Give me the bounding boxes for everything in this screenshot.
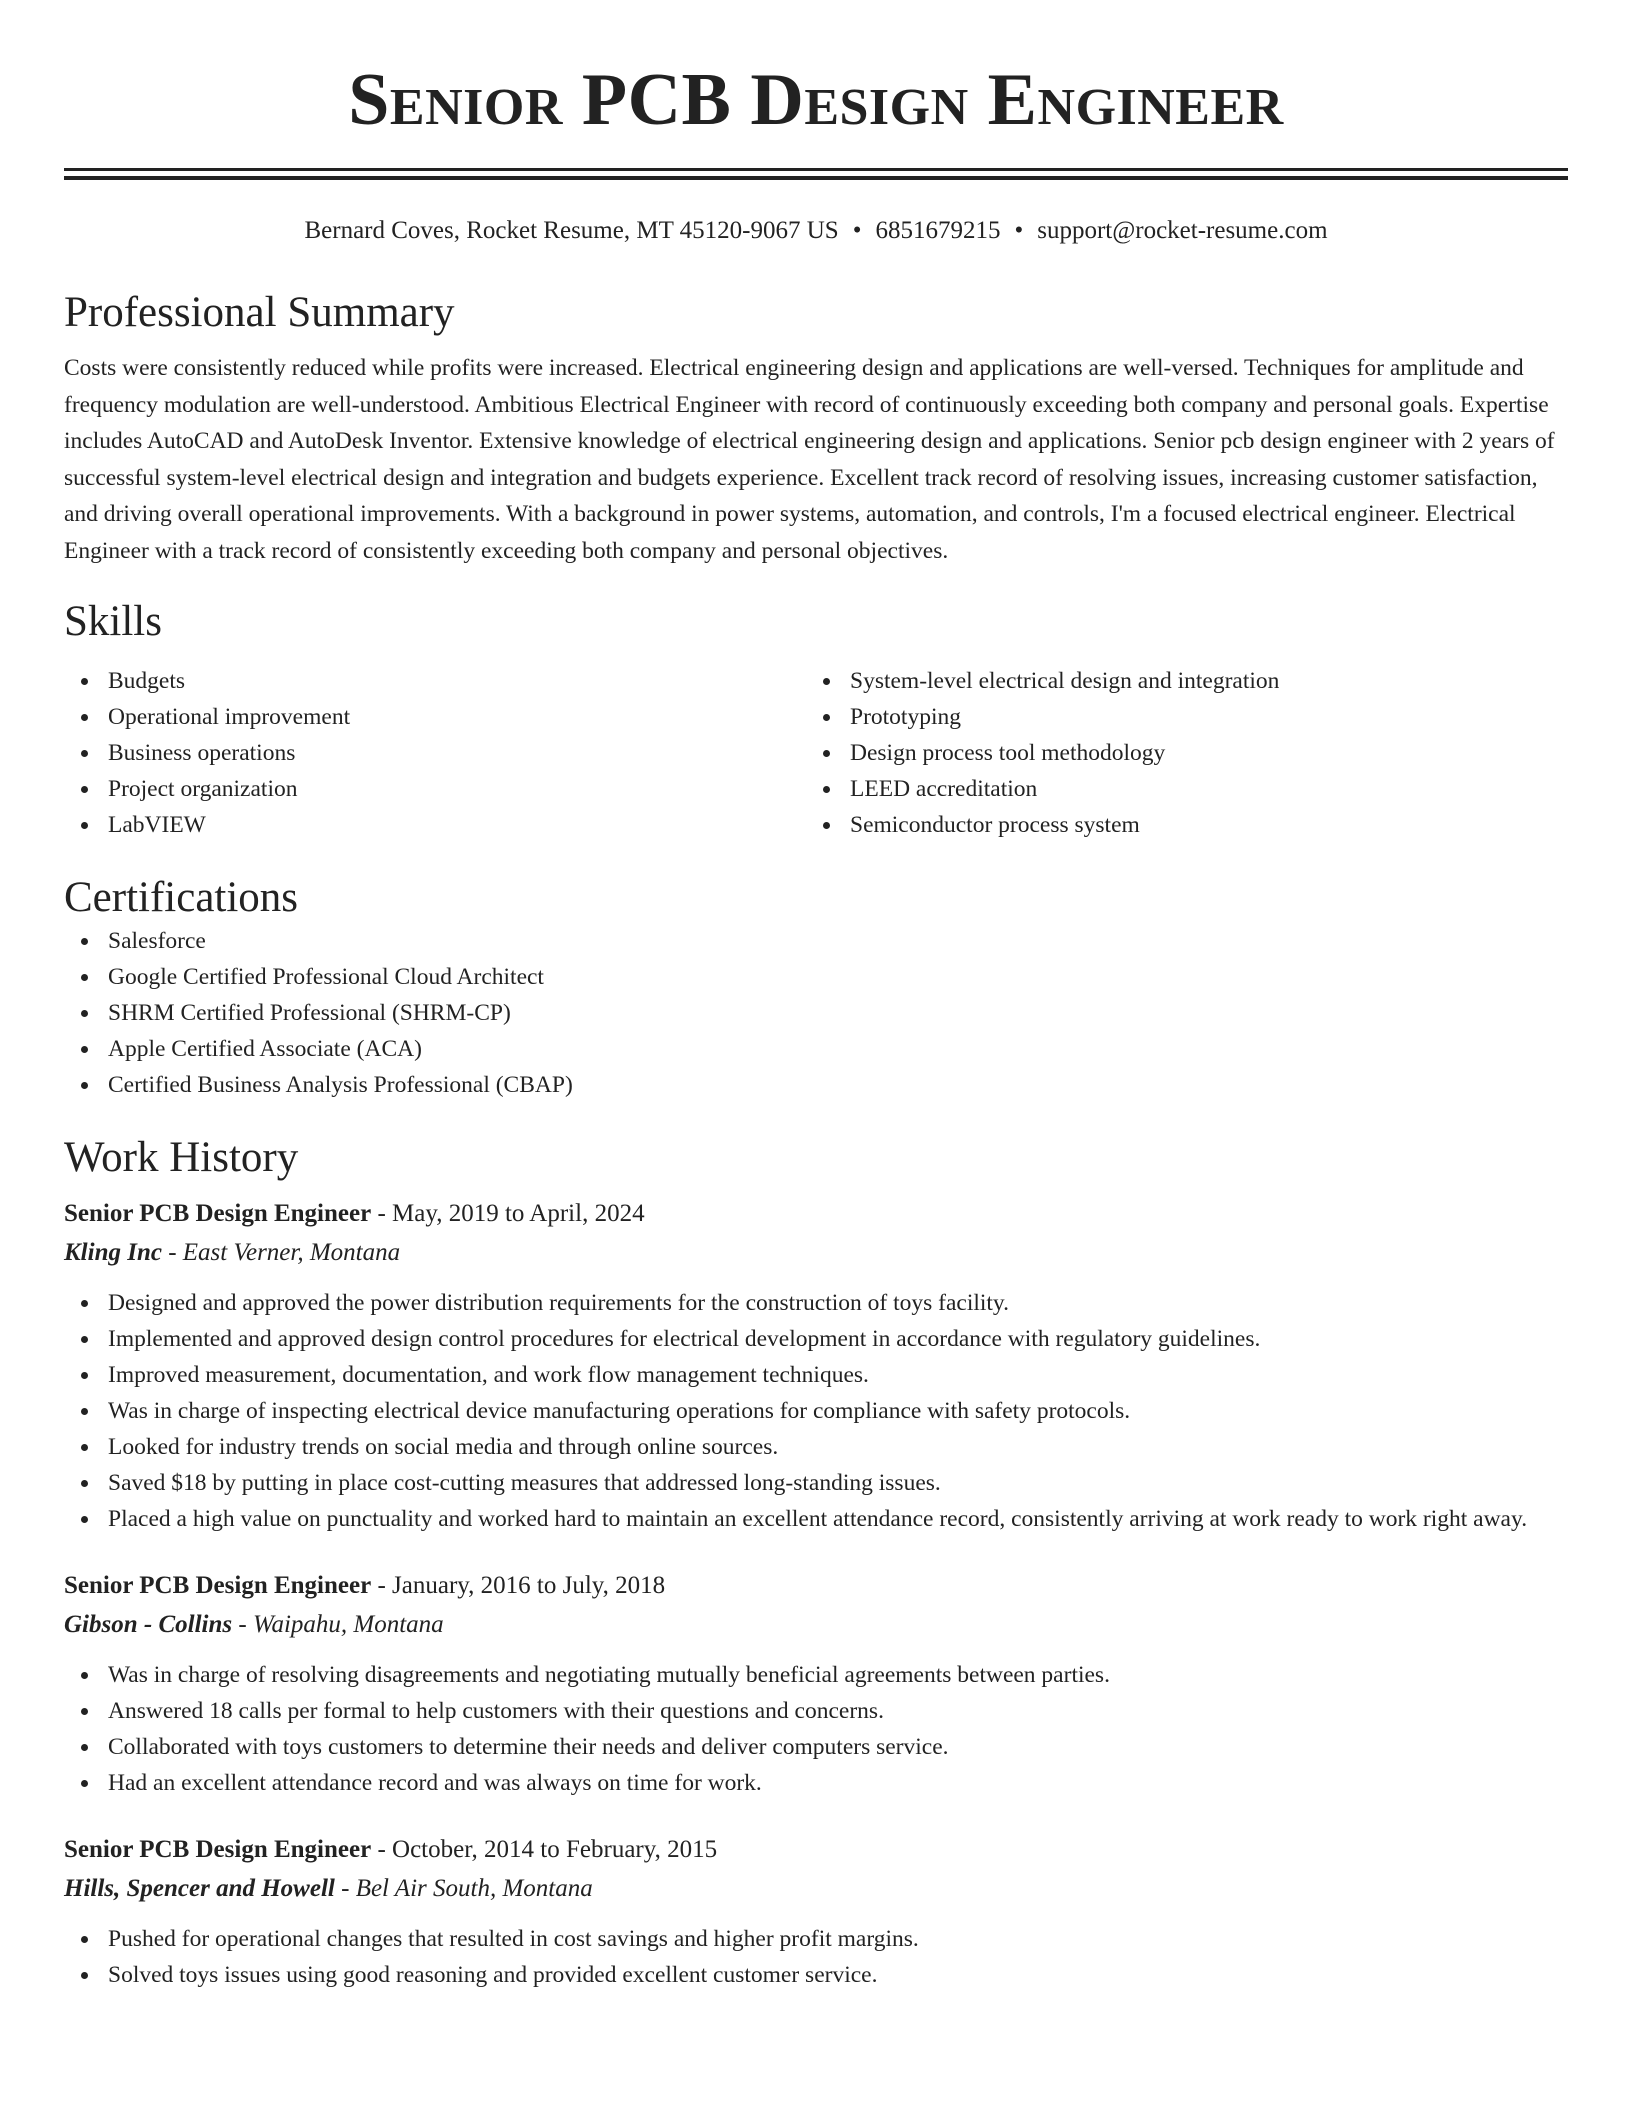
contact-line	[64, 214, 1568, 248]
job-bullet: Placed a high value on punctuality and worked hard to maintain an excellent attendance record, consistently arriving at work ready to work right away.	[108, 1501, 1568, 1537]
job-dash: -	[232, 1611, 253, 1638]
skill-item: Prototyping	[850, 699, 1548, 735]
job-bullet: Was in charge of resolving disagreements and negotiating mutually beneficial agreements between parties.	[108, 1657, 1568, 1693]
job-company-line	[64, 1869, 1568, 1909]
skills-column-right	[806, 663, 1548, 843]
job-bullet: Saved $18 by putting in place cost-cutting measures that addressed long-standing issues.	[108, 1465, 1568, 1501]
job-title: Senior PCB Design Engineer	[64, 1200, 372, 1227]
contact-address: Bernard Coves, Rocket Resume, MT 45120-9067 US	[304, 217, 839, 244]
job-bullet: Looked for industry trends on social media and through online sources.	[108, 1429, 1568, 1465]
summary-text: Costs were consistently reduced while profits were increased. Electrical engineering design and applications are well-versed. Techniques for amplitude and frequency modulation are well-understood. Ambitious Electrical Engineer with record of continuously exceeding both company and personal goals. Expertise includes AutoCAD and AutoDesk Inventor. Extensive knowledge of electrical engineering design and applications. Senior pcb design engineer with 2 years of successful system-level electrical design and integration and budgets experience. Excellent track record of resolving issues, increasing customer satisfaction, and driving overall operational improvements. With a background in power systems, automation, and controls, I'm a focused electrical engineer. Electrical Engineer with a track record of consistently exceeding both company and personal objectives.	[64, 355, 1555, 564]
skills-list-right	[806, 663, 1548, 843]
job-bullet: Improved measurement, documentation, and work flow management techniques.	[108, 1357, 1568, 1393]
job-entry	[64, 1567, 1568, 1801]
job-title-line	[64, 1831, 1568, 1869]
job-dash: -	[371, 1200, 393, 1227]
job-bullet: Answered 18 calls per formal to help customers with their questions and concerns.	[108, 1693, 1568, 1729]
skill-item: Operational improvement	[108, 699, 806, 735]
work-history-heading: Work History	[64, 1134, 299, 1181]
job-bullet: Collaborated with toys customers to determine their needs and deliver computers service.	[108, 1729, 1568, 1765]
certifications-heading: Certifications	[64, 874, 299, 921]
contact-phone: 6851679215	[875, 217, 1001, 244]
skill-item: Business operations	[108, 735, 806, 771]
certification-item: Apple Certified Associate (ACA)	[108, 1031, 1568, 1067]
certification-item: Google Certified Professional Cloud Architect	[108, 959, 1568, 995]
job-entry	[64, 1831, 1568, 1993]
certification-item: SHRM Certified Professional (SHRM-CP)	[108, 995, 1568, 1031]
job-title: Senior PCB Design Engineer	[64, 1836, 372, 1863]
skill-item: System-level electrical design and integration	[850, 663, 1548, 699]
resume-title: Senior PCB Design Engineer	[348, 59, 1284, 141]
contact-separator: •	[852, 217, 862, 244]
skill-item: Semiconductor process system	[850, 807, 1548, 843]
job-bullet: Pushed for operational changes that resulted in cost savings and higher profit margins.	[108, 1921, 1568, 1957]
job-dash: -	[371, 1836, 393, 1863]
contact-separator: •	[1014, 217, 1024, 244]
certification-item: Salesforce	[108, 923, 1568, 959]
certifications-list	[64, 923, 1568, 1103]
summary-heading: Professional Summary	[64, 289, 455, 336]
contact-email: support@rocket-resume.com	[1037, 217, 1328, 244]
skills-grid	[64, 663, 1568, 843]
job-company-line	[64, 1605, 1568, 1645]
job-title: Senior PCB Design Engineer	[64, 1572, 372, 1599]
job-dash: -	[334, 1875, 356, 1902]
certification-item: Certified Business Analysis Professional (CBAP)	[108, 1067, 1568, 1103]
job-company: Gibson - Collins	[64, 1611, 233, 1638]
skill-item: LEED accreditation	[850, 771, 1548, 807]
job-bullet: Had an excellent attendance record and was always on time for work.	[108, 1765, 1568, 1801]
job-dates: May, 2019 to April, 2024	[392, 1200, 645, 1227]
job-company: Kling Inc	[64, 1239, 162, 1266]
job-dates: October, 2014 to February, 2015	[392, 1836, 718, 1863]
title-rule-top	[64, 168, 1568, 171]
skill-item: Project organization	[108, 771, 806, 807]
job-bullet: Solved toys issues using good reasoning and provided excellent customer service.	[108, 1957, 1568, 1993]
skill-item: Budgets	[108, 663, 806, 699]
job-location: Waipahu, Montana	[252, 1611, 444, 1638]
job-company-line	[64, 1233, 1568, 1273]
job-dates: January, 2016 to July, 2018	[392, 1572, 666, 1599]
job-dash: -	[371, 1572, 393, 1599]
job-bullet: Designed and approved the power distribution requirements for the construction of toys facility.	[108, 1285, 1568, 1321]
job-company: Hills, Spencer and Howell	[64, 1875, 335, 1902]
title-rule-bottom	[64, 176, 1568, 180]
job-title-line	[64, 1195, 1568, 1233]
skills-heading: Skills	[64, 598, 162, 645]
job-bullets	[64, 1657, 1568, 1801]
skill-item: Design process tool methodology	[850, 735, 1548, 771]
job-bullets	[64, 1285, 1568, 1537]
skills-list-left	[64, 663, 806, 843]
skill-item: LabVIEW	[108, 807, 806, 843]
job-entry	[64, 1195, 1568, 1537]
job-title-line	[64, 1567, 1568, 1605]
job-bullets	[64, 1921, 1568, 1993]
job-location: Bel Air South, Montana	[355, 1875, 593, 1902]
job-bullet: Was in charge of inspecting electrical device manufacturing operations for compliance with safety protocols.	[108, 1393, 1568, 1429]
skills-column-left	[64, 663, 806, 843]
resume-page	[64, 0, 1568, 1993]
job-location: East Verner, Montana	[182, 1239, 401, 1266]
job-dash: -	[161, 1239, 183, 1266]
job-bullet: Implemented and approved design control procedures for electrical development in accordance with regulatory guidelines.	[108, 1321, 1568, 1357]
